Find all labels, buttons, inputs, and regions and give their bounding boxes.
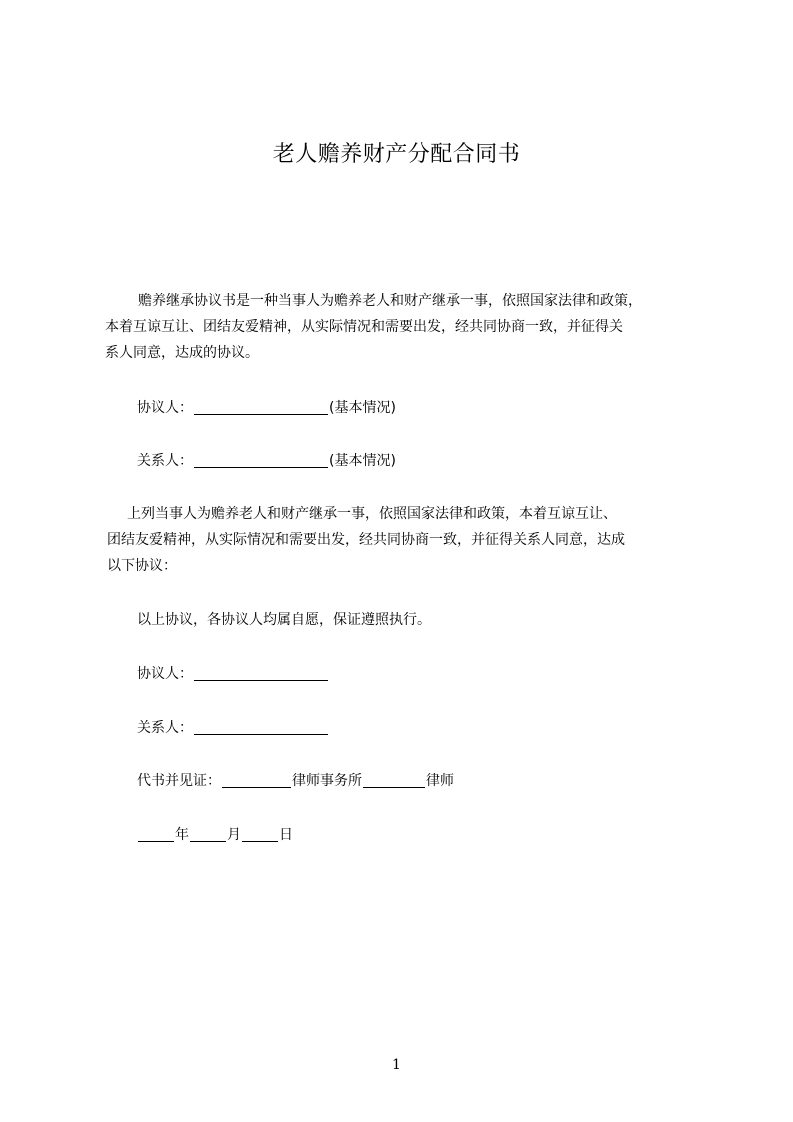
date-field [137,822,293,848]
related-label: 关系人： [137,453,193,469]
sign-related-field [137,715,329,741]
date-year-label: 年 [175,827,189,843]
party-label: 协议人： [137,400,193,416]
sign-party-field [137,661,329,687]
sign-related-blank [194,718,328,735]
sign-party-label: 协议人： [137,666,193,682]
body-line: 团结友爱精神，从实际情况和需要出发，经共同协商一致，并征得关系人同意，达成 [107,532,625,548]
party-blank [194,398,328,415]
related-note: (基本情况) [329,453,396,469]
party-field [137,395,396,421]
witness-firm: 律师事务所 [292,773,362,789]
intro-line: 本着互谅互让、团结友爱精神，从实际情况和需要出发，经共同协商一致，并征得关 [105,319,623,335]
intro-paragraph [105,288,695,366]
date-month-label: 月 [227,827,241,843]
related-blank [194,451,328,468]
witness-lawyer: 律师 [426,773,454,789]
related-field [137,448,396,474]
body-paragraph [105,501,695,579]
witness-field [137,768,454,794]
witness-label: 代书并见证： [137,773,221,789]
closing-statement: 以上协议，各协议人均属自愿，保证遵照执行。 [137,612,431,628]
body-line: 上列当事人为赡养老人和财产继承一事，依照国家法律和政策，本着互谅互让、 [127,506,617,522]
document-title: 老人赡养财产分配合同书 [272,142,521,167]
intro-line: 系人同意，达成的协议。 [105,345,259,361]
witness-lawyer-blank [363,771,425,788]
sign-related-label: 关系人： [137,720,193,736]
month-blank [190,825,226,842]
party-note: (基本情况) [329,400,396,416]
sign-party-blank [194,664,328,681]
body-line: 以下协议： [107,558,177,574]
witness-firm-blank [222,771,291,788]
year-blank [138,825,174,842]
page-number: 1 [392,1057,401,1073]
intro-line: 赡养继承协议书是一种当事人为赡养老人和财产继承一事，依照国家法律和政策， [138,293,642,309]
day-blank [242,825,278,842]
date-day-label: 日 [279,827,293,843]
